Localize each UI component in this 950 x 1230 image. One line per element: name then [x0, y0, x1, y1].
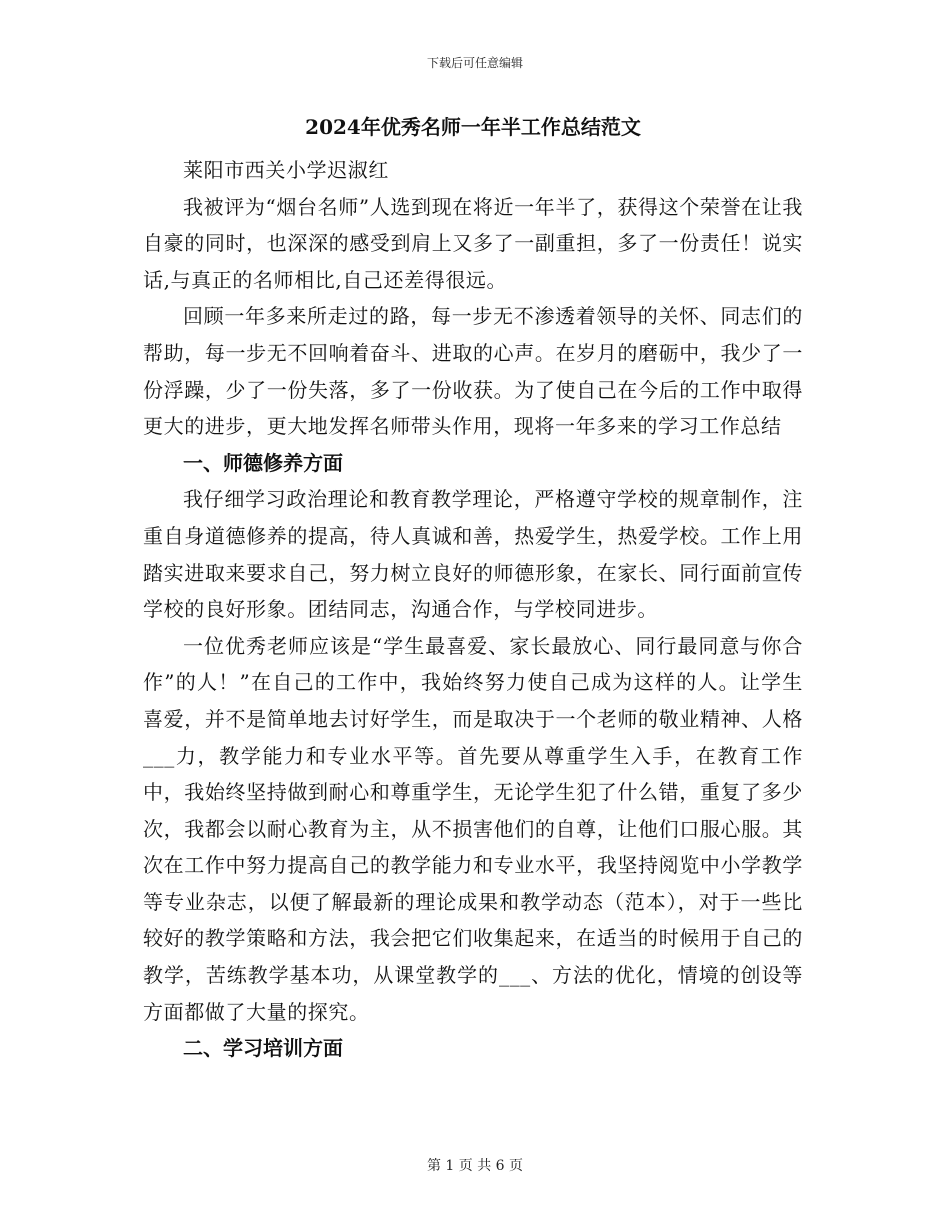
section-heading-2: 二、学习培训方面: [183, 1036, 343, 1061]
header-note: 下载后可任意编辑: [426, 56, 523, 70]
paragraph-intro-2: 回顾一年多来所走过的路，每一步无不渗透着领导的关怀、同志们的帮助，每一步无不回响着奋斗、进取的心声。在岁月的磨砺中，我少了一份浮躁，少了一份失落，多了一份收获。为了使自己在今后的工作中取得更大的进步，更大地发挥名师带头作用，现将一年多来的学习工作总结: [143, 304, 803, 439]
section-heading-1: 一、师德修养方面: [183, 450, 343, 475]
page-number: 第 1 页 共 6 页: [426, 1158, 524, 1174]
document-body: [143, 112, 803, 1067]
document-title: 2024年优秀名师一年半工作总结范文: [305, 115, 641, 139]
paragraph-intro-1: 我被评为“烟台名师”人选到现在将近一年半了，获得这个荣誉在让我自豪的同时，也深深的感受到肩上又多了一副重担，多了一份责任！说实话,与真正的名师相比,自己还差得很远。: [143, 194, 803, 292]
author-line: 莱阳市西关小学迟淑红: [183, 158, 389, 182]
paragraph-section1-1: 我仔细学习政治理论和教育教学理论，严格遵守学校的规章制作，注重自身道德修养的提高，待人真诚和善，热爱学生，热爱学校。工作上用踏实进取来要求自己，努力树立良好的师德形象，在家长、同行面前宣传学校的良好形象。团结同志，沟通合作，与学校同进步。: [143, 487, 803, 622]
paragraph-section1-2: 一位优秀老师应该是“学生最喜爱、家长最放心、同行最同意与你合作”的人！”在自己的工作中，我始终努力使自己成为这样的人。让学生喜爱，并不是简单地去讨好学生，而是取决于一个老师的敬业精神、人格___力，教学能力和专业水平等。首先要从尊重学生入手，在教育工作中，我始终坚持做到耐心和尊重学生，无论学生犯了什么错，重复了多少次，我都会以耐心教育为主，从不损害他们的自尊，让他们口服心服。其次在工作中努力提高自己的教学能力和专业水平，我坚持阅览中小学教学等专业杂志，以便了解最新的理论成果和教学动态（范本），对于一些比较好的教学策略和方法，我会把它们收集起来，在适当的时候用于自己的教学，苦练教学基本功，从课堂教学的___、方法的优化，情境的创设等方面都做了大量的探究。: [143, 633, 803, 1024]
